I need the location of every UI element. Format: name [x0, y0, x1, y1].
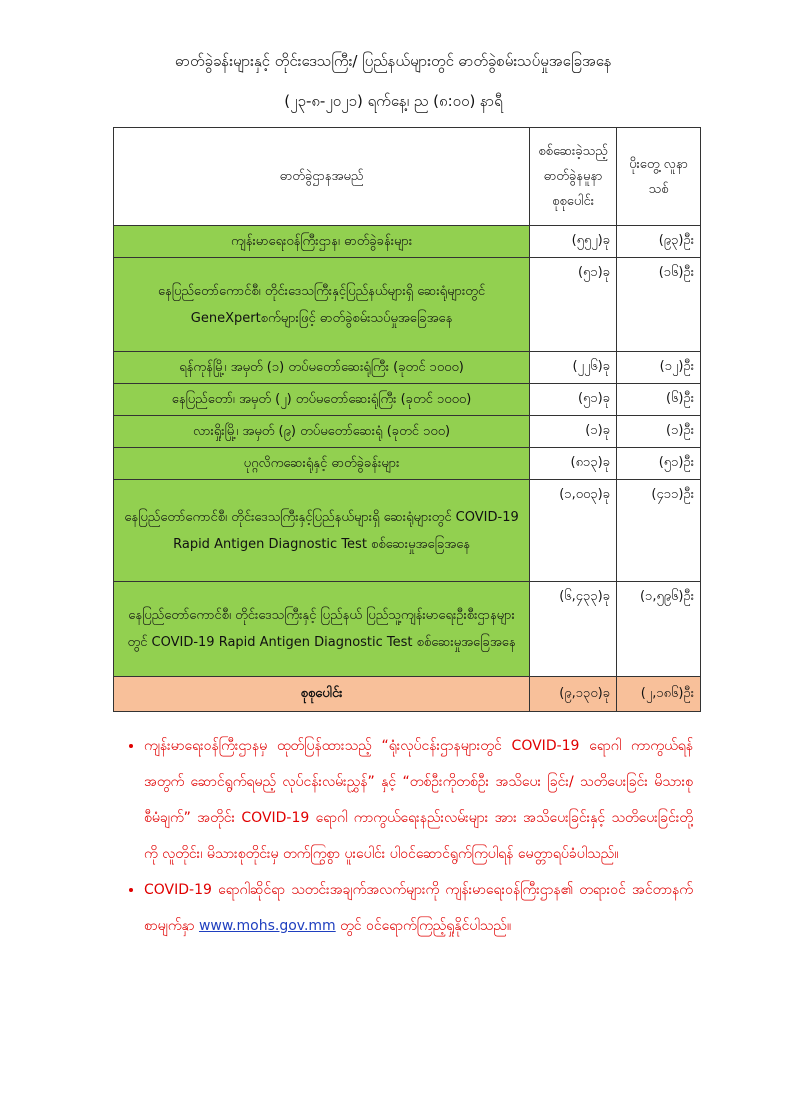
- total-label: စုစုပေါင်း: [114, 677, 530, 712]
- table-row: [114, 582, 701, 677]
- tests-count: (၅၁)ခု: [530, 384, 617, 416]
- note-item: [144, 728, 693, 872]
- lab-name: ပုဂ္ဂလိကဆေးရုံနှင့် ဓာတ်ခွဲခန်းများ: [114, 448, 530, 480]
- tests-count: (၈၁၃)ခု: [530, 448, 617, 480]
- header-tests: စစ်ဆေးခဲ့သည့် ဓာတ်ခွဲနမူနာ စုစုပေါင်း: [530, 128, 617, 226]
- positive-count: (၁,၅၉၆)ဦး: [617, 582, 701, 677]
- header-positive: ပိုးတွေ့ လူနာသစ်: [617, 128, 701, 226]
- total-row: [114, 677, 701, 712]
- positive-count: (၁၂)ဦး: [617, 352, 701, 384]
- tests-count: (၂၂၆)ခု: [530, 352, 617, 384]
- table-row: [114, 384, 701, 416]
- positive-count: (၉၃)ဦး: [617, 226, 701, 258]
- tests-count: (၅၅၂)ခု: [530, 226, 617, 258]
- table-row: [114, 480, 701, 582]
- table-row: [114, 258, 701, 352]
- note-item: [144, 872, 693, 944]
- lab-name: နေပြည်တော်၊ အမှတ် (၂) တပ်မတော်ဆေးရုံကြီး (ခုတင် ၁၀၀၀): [114, 384, 530, 416]
- document-date: (၂၃-၈-၂၀၂၁) ရက်နေ့၊ ည (၈:၀၀) နာရီ: [284, 92, 503, 110]
- mohs-website-link[interactable]: www.mohs.gov.mm: [198, 918, 336, 934]
- lab-testing-table: [113, 127, 701, 712]
- notes: [118, 728, 693, 944]
- table-row: [114, 448, 701, 480]
- lab-name: နေပြည်တော်ကောင်စီ၊ တိုင်းဒေသကြီးနှင့်ပြည်နယ်များရှိ ဆေးရုံများတွင် GeneXpertစက်များဖြင့် ဓာတ်ခွဲစမ်းသပ်မှုအခြေအနေ: [114, 258, 530, 352]
- tests-count: (၁,၀၀၃)ခု: [530, 480, 617, 582]
- positive-count: (၅၁)ဦး: [617, 448, 701, 480]
- header-lab-name: ဓာတ်ခွဲဌာနအမည်: [114, 128, 530, 226]
- table-row: [114, 352, 701, 384]
- tests-count: (၆,၄၃၃)ခု: [530, 582, 617, 677]
- lab-name: ရန်ကုန်မြို့၊ အမှတ် (၁) တပ်မတော်ဆေးရုံကြီး (ခုတင် ၁၀၀၀): [114, 352, 530, 384]
- table-row: [114, 416, 701, 448]
- tests-count: (၅၁)ခု: [530, 258, 617, 352]
- table-row: [114, 226, 701, 258]
- tests-count: (၁)ခု: [530, 416, 617, 448]
- lab-name: လားရှိုးမြို့၊ အမှတ် (၉) တပ်မတော်ဆေးရုံ (ခုတင် ၁၀၀): [114, 416, 530, 448]
- note-text: တွင် ဝင်ရောက်ကြည့်ရှုနိုင်ပါသည်။: [335, 918, 512, 934]
- positive-count: (၁၆)ဦး: [617, 258, 701, 352]
- lab-name: ကျန်းမာရေးဝန်ကြီးဌာန၊ ဓာတ်ခွဲခန်းများ: [114, 226, 530, 258]
- lab-name: နေပြည်တော်ကောင်စီ၊ တိုင်းဒေသကြီးနှင့်ပြည်နယ်များရှိ ဆေးရုံများတွင် COVID-19 Rapid Antigen Diagnostic Test စစ်ဆေးမှုအခြေအနေ: [114, 480, 530, 582]
- total-positive: (၂,၁၈၆)ဦး: [617, 677, 701, 712]
- document-title: ဓာတ်ခွဲခန်းများနှင့် တိုင်းဒေသကြီး/ ပြည်နယ်များတွင် ဓာတ်ခွဲစမ်းသပ်မှုအခြေအနေ: [175, 52, 612, 70]
- note-text: ကျန်းမာရေးဝန်ကြီးဌာနမှ ထုတ်ပြန်ထားသည့် “ရုံးလုပ်ငန်းဌာနများတွင် COVID-19 ရောဂါ ကာကွယ်ရန်အတွက် ဆောင်ရွက်ရမည့် လုပ်ငန်းလမ်းညွှန်” နှင့် “တစ်ဦးကိုတစ်ဦး အသိပေး ခြင်း/ သတိပေးခြင်း မိသားစုစီမံချက်” အတိုင်း COVID-19 ရောဂါ ကာကွယ်ရေးနည်းလမ်းများ အား အသိပေးခြင်းနှင့် သတိပေးခြင်းတို့ကို လူတိုင်း၊ မိသားစုတိုင်းမှ တက်ကြွစွာ ပူးပေါင်း ပါဝင်ဆောင်ရွက်ကြပါရန် မေတ္တာရပ်ခံပါသည်။: [144, 738, 693, 862]
- lab-name: နေပြည်တော်ကောင်စီ၊ တိုင်းဒေသကြီးနှင့် ပြည်နယ် ပြည်သူ့ကျန်းမာရေးဦးစီးဌာနများတွင် COVID-19 Rapid Antigen Diagnostic Test စစ်ဆေးမှုအခြေအနေ: [114, 582, 530, 677]
- note-text: COVID-19 ရောဂါဆိုင်ရာ သတင်းအချက်အလက်များကို ကျန်းမာရေးဝန်ကြီးဌာန၏ တရားဝင် အင်တာနက်စာမျက်နှာ: [144, 882, 693, 934]
- positive-count: (၁)ဦး: [617, 416, 701, 448]
- positive-count: (၆)ဦး: [617, 384, 701, 416]
- total-tests: (၉,၁၃၀)ခု: [530, 677, 617, 712]
- positive-count: (၄၁၁)ဦး: [617, 480, 701, 582]
